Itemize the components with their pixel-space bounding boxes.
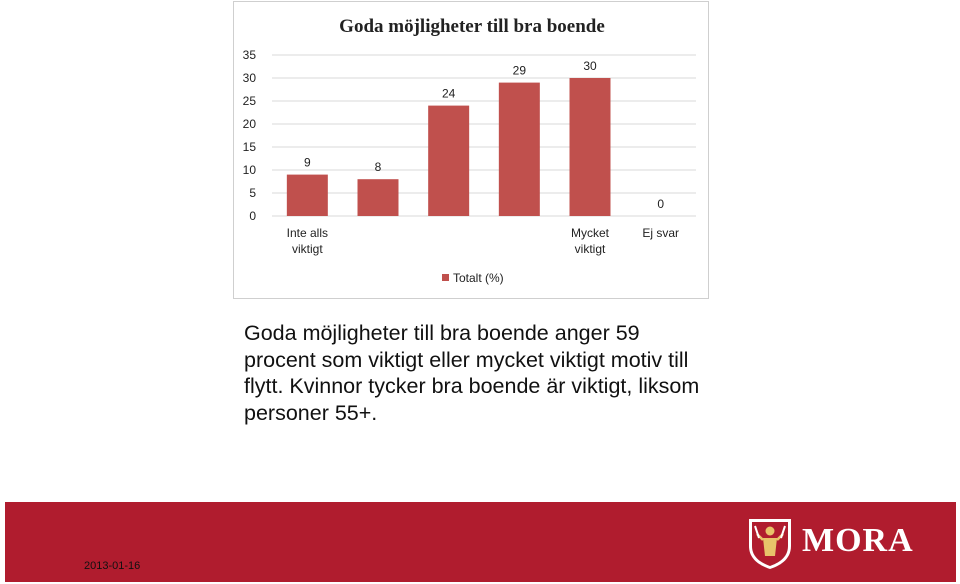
y-tick-label: 10 [242, 163, 256, 177]
legend-label: Totalt (%) [453, 271, 504, 285]
data-label: 8 [374, 160, 382, 175]
y-tick-label: 0 [249, 209, 256, 223]
data-label: 0 [657, 197, 665, 211]
chart-container [233, 1, 709, 299]
bar [358, 179, 399, 216]
caption-text: Goda möjligheter till bra boende anger 59 procent som viktigt eller mycket viktigt motiv till flytt. Kvinnor tycker bra boende är viktigt, liksom personer 55+. [244, 321, 700, 425]
bar [499, 83, 540, 216]
x-tick-label: Ej svar [642, 226, 680, 240]
bar [428, 106, 469, 216]
footer-bar [5, 502, 956, 582]
chart-title: Goda möjligheter till bra boende [339, 16, 605, 37]
y-tick-label: 15 [242, 140, 256, 154]
data-label: 24 [441, 86, 456, 101]
y-tick-label: 25 [242, 94, 256, 108]
bar [287, 175, 328, 216]
footer-date: 2013-01-16 [84, 560, 141, 572]
mora-emblem-icon [745, 516, 795, 570]
bar-chart [234, 2, 710, 300]
mora-logo-text: MORA [802, 522, 914, 559]
y-tick-label: 35 [242, 48, 256, 62]
y-tick-label: 5 [249, 186, 256, 200]
x-tick-label: Mycket viktigt [570, 226, 610, 256]
x-tick-label: Inte alls viktigt [286, 226, 329, 256]
bar [570, 78, 611, 216]
y-tick-label: 20 [242, 117, 256, 131]
data-label: 9 [303, 155, 311, 170]
data-label: 30 [583, 59, 597, 73]
data-label: 29 [512, 63, 527, 78]
legend-swatch [442, 274, 449, 281]
y-tick-label: 30 [242, 71, 256, 85]
